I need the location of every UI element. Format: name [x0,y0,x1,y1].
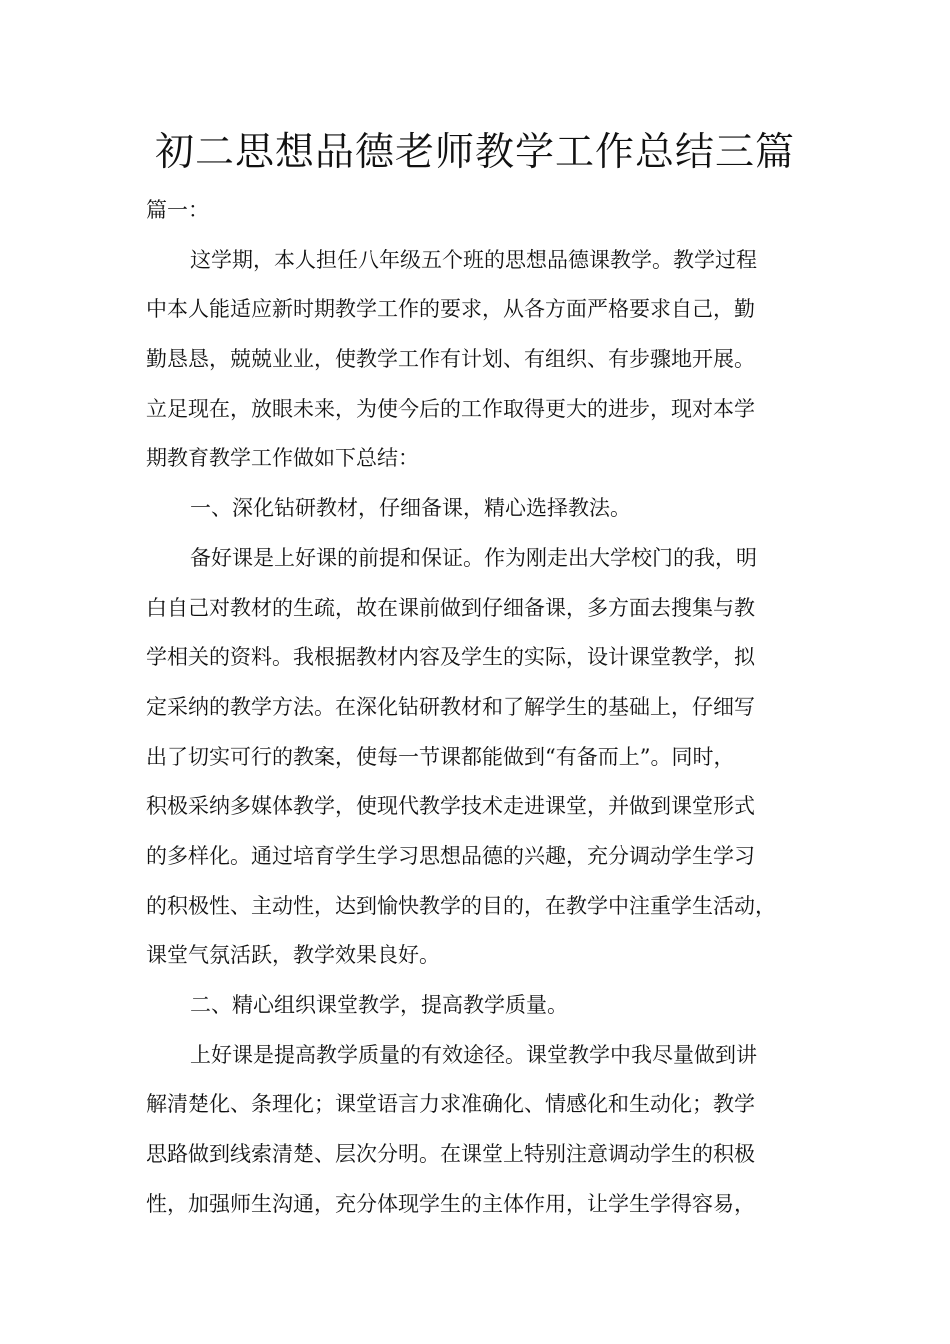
section-label: 篇一： [146,198,209,222]
text-line: 一、深化钻研教材，仔细备课，精心选择教法。 [190,496,631,521]
text-line: 思路做到线索清楚、层次分明。在课堂上特别注意调动学生的积极 [146,1142,755,1167]
text-line: 性，加强师生沟通，充分体现学生的主体作用，让学生学得容易， [146,1191,755,1216]
text-line: 白自己对教材的生疏，故在课前做到仔细备课，多方面去搜集与教 [146,595,755,620]
text-line: 上好课是提高教学质量的有效途径。课堂教学中我尽量做到讲 [190,1042,757,1067]
text-line: 的积极性、主动性，达到愉快教学的目的，在教学中注重学生活动， [146,893,776,918]
text-line: 课堂气氛活跃，教学效果良好。 [146,943,440,968]
text-line: 二、精心组织课堂教学，提高教学质量。 [190,993,568,1017]
text-line: 备好课是上好课的前提和保证。作为刚走出大学校门的我，明 [190,545,757,570]
document-title: 初二思想品德老师教学工作总结三篇 [154,130,795,175]
text-line: 积极采纳多媒体教学，使现代教学技术走进课堂，并做到课堂形式 [146,794,755,819]
document-body [146,186,826,1229]
text-line: 立足现在，放眼未来，为使今后的工作取得更大的进步，现对本学 [146,396,755,421]
text-line: 期教育教学工作做如下总结： [146,446,419,471]
text-line: 出了切实可行的教案，使每一节课都能做到“有备而上”。同时， [146,744,735,769]
text-line: 定采纳的教学方法。在深化钻研教材和了解学生的基础上，仔细写 [146,694,755,719]
text-line: 中本人能适应新时期教学工作的要求，从各方面严格要求自己，勤 [146,297,755,322]
text-line: 学相关的资料。我根据教材内容及学生的实际，设计课堂教学，拟 [146,645,755,670]
text-line: 勤恳恳，兢兢业业，使教学工作有计划、有组织、有步骤地开展。 [146,347,755,372]
text-line: 解清楚化、条理化；课堂语言力求准确化、情感化和生动化；教学 [146,1092,755,1117]
text-line: 的多样化。通过培育学生学习思想品德的兴趣，充分调动学生学习 [146,843,755,868]
text-line: 这学期，本人担任八年级五个班的思想品德课教学。教学过程 [190,247,757,272]
